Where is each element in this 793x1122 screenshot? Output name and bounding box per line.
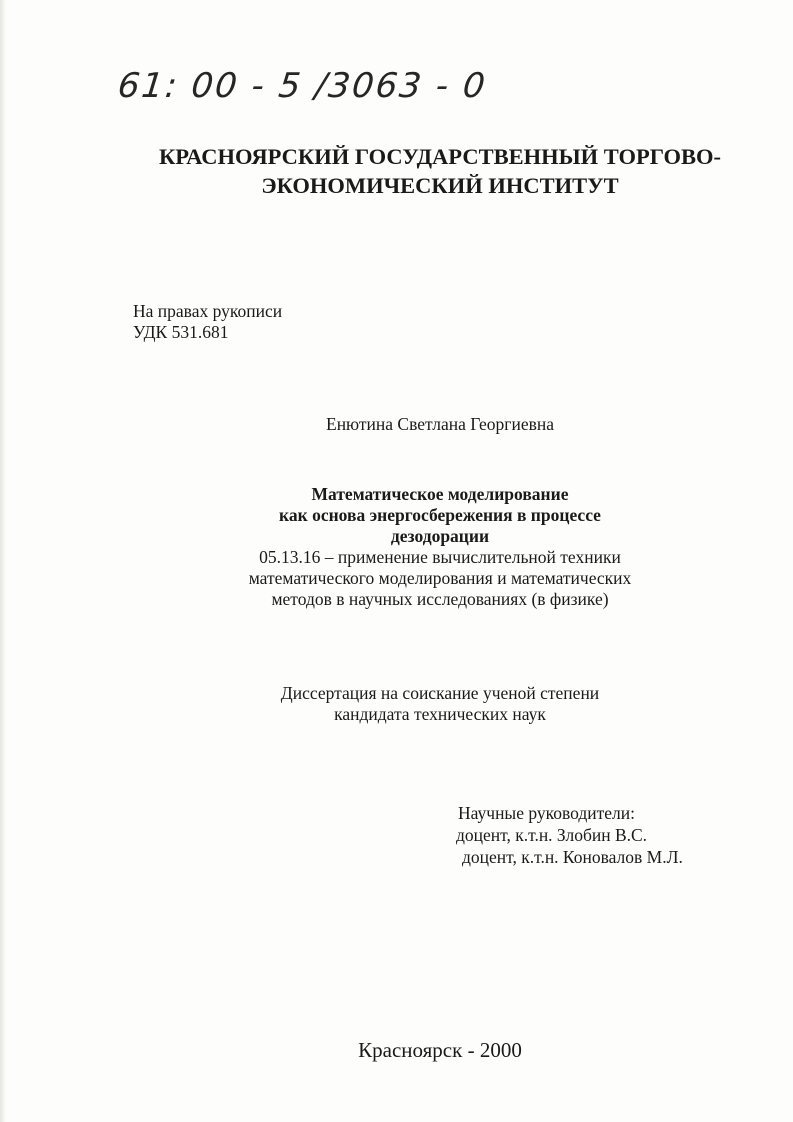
author-name: Енютина Светлана Георгиевна <box>326 414 554 434</box>
title-line-1: Математическое моделирование <box>311 484 569 504</box>
handwritten-archive-code: 61: 00 - 5 /3063 - 0 <box>115 66 489 106</box>
specialty-line-3: методов в научных исследованиях (в физике) <box>271 589 609 609</box>
manuscript-rights <box>133 301 282 343</box>
supervisor-2: доцент, к.т.н. Коновалов М.Л. <box>462 847 683 867</box>
degree-statement <box>0 683 793 725</box>
institute-name <box>100 142 780 200</box>
specialty-line-2: математического моделирования и математических <box>248 568 632 588</box>
institute-name-line-1: КРАСНОЯРСКИЙ ГОСУДАРСТВЕННЫЙ ТОРГОВО- <box>158 144 722 169</box>
degree-statement-line-1: Диссертация на соискание ученой степени <box>280 683 600 703</box>
degree-statement-line-2: кандидата технических наук <box>334 704 546 724</box>
supervisors-heading: Научные руководители: <box>458 803 635 823</box>
title-line-3: дезодорации <box>390 526 490 546</box>
udc-code: УДК 531.681 <box>133 322 229 342</box>
manuscript-rights-label: На правах рукописи <box>133 301 283 321</box>
specialty-line-1: 05.13.16 – применение вычислительной техники <box>259 547 621 567</box>
institute-name-line-2: ЭКОНОМИЧЕСКИЙ ИНСТИТУТ <box>261 173 619 198</box>
dissertation-title <box>0 484 793 610</box>
supervisor-1: доцент, к.т.н. Злобин В.С. <box>456 825 648 845</box>
city-year: Красноярск - 2000 <box>358 1038 522 1062</box>
title-line-2: как основа энергосбережения в процессе <box>279 505 601 525</box>
supervisors-block <box>458 802 683 868</box>
